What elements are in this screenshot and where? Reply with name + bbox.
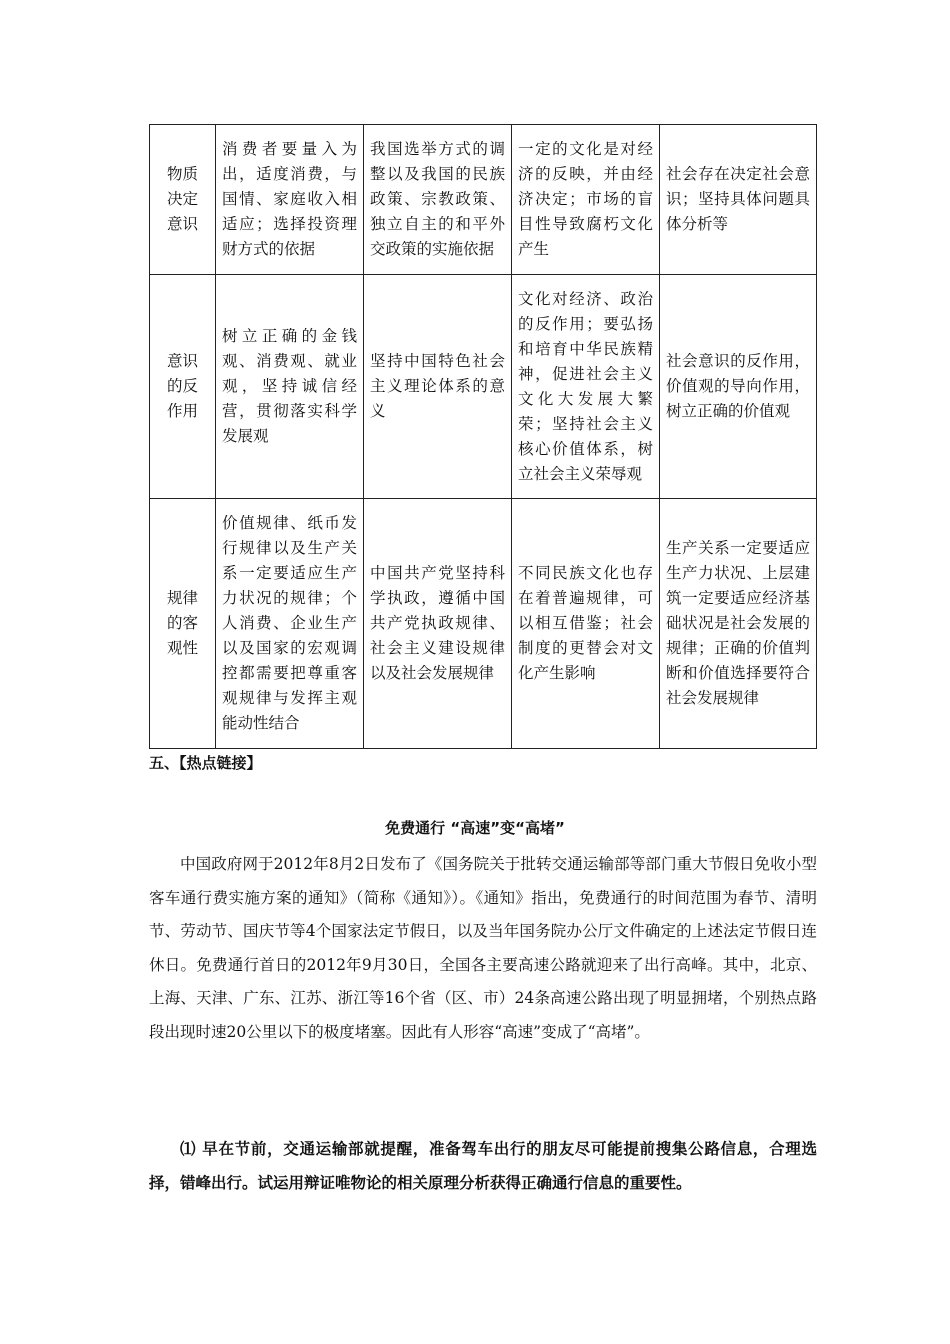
table-row — [150, 499, 817, 749]
question-text: ⑴ 早在节前，交通运输部就提醒，准备驾车出行的朋友尽可能提前搜集公路信息，合理选择，错峰出行。试运用辩证唯物论的相关原理分析获得正确通行信息的重要性。 — [149, 1140, 817, 1192]
table-cell: 价值规律、纸币发行规律以及生产关系一定要适应生产力状况的规律；个人消费、企业生产以及国家的宏观调控都需要把尊重客观规律与发挥主观能动性结合 — [216, 499, 364, 749]
row-head: 规律的客观性 — [150, 499, 216, 749]
table-cell: 坚持中国特色社会主义理论体系的意义 — [364, 275, 512, 499]
article-paragraph: 中国政府网于2012年8月2日发布了《国务院关于批转交通运输部等部门重大节假日免收小型客车通行费实施方案的通知》（简称《通知》）。《通知》指出，免费通行的时间范围为春节、清明节、劳动节、国庆节等4个国家法定节假日，以及当年国务院办公厅文件确定的上述法定节假日连休日。免费通行首日的2012年9月30日，全国各主要高速公路就迎来了出行高峰。其中，北京、上海、天津、广东、江苏、浙江等16个省（区、市）24条高速公路出现了明显拥堵，个别热点路段出现时速20公里以下的极度堵塞。因此有人形容“高速”变成了“高堵”。 — [149, 855, 817, 1041]
table-cell: 树立正确的金钱观、消费观、就业观，坚持诚信经营，贯彻落实科学发展观 — [216, 275, 364, 499]
table-cell: 社会存在决定社会意识；坚持具体问题具体分析等 — [660, 125, 817, 275]
table-row — [150, 275, 817, 499]
table-cell: 一定的文化是对经济的反映，并由经济决定；市场的盲目性导致腐朽文化产生 — [512, 125, 660, 275]
table-cell: 不同民族文化也存在着普遍规律，可以相互借鉴；社会制度的更替会对文化产生影响 — [512, 499, 660, 749]
article-title: 免费通行 “高速”变“高堵” — [385, 819, 565, 837]
section-heading: 五、【热点链接】 — [149, 754, 262, 772]
table-cell: 文化对经济、政治的反作用；要弘扬和培育中华民族精神，促进社会主义文化大发展大繁荣；坚持社会主义核心价值体系，树立社会主义荣辱观 — [512, 275, 660, 499]
principle-table — [149, 124, 817, 749]
row-head: 意识的反作用 — [150, 275, 216, 499]
table-cell: 社会意识的反作用，价值观的导向作用，树立正确的价值观 — [660, 275, 817, 499]
table-cell: 我国选举方式的调整以及我国的民族政策、宗教政策、独立自主的和平外交政策的实施依据 — [364, 125, 512, 275]
table-cell: 消费者要量入为出，适度消费，与国情、家庭收入相适应；选择投资理财方式的依据 — [216, 125, 364, 275]
table-cell: 中国共产党坚持科学执政，遵循中国共产党执政规律、社会主义建设规律以及社会发展规律 — [364, 499, 512, 749]
table-cell: 生产关系一定要适应生产力状况、上层建筑一定要适应经济基础状况是社会发展的规律；正确的价值判断和价值选择要符合社会发展规律 — [660, 499, 817, 749]
row-head: 物质决定意识 — [150, 125, 216, 275]
table-row — [150, 125, 817, 275]
